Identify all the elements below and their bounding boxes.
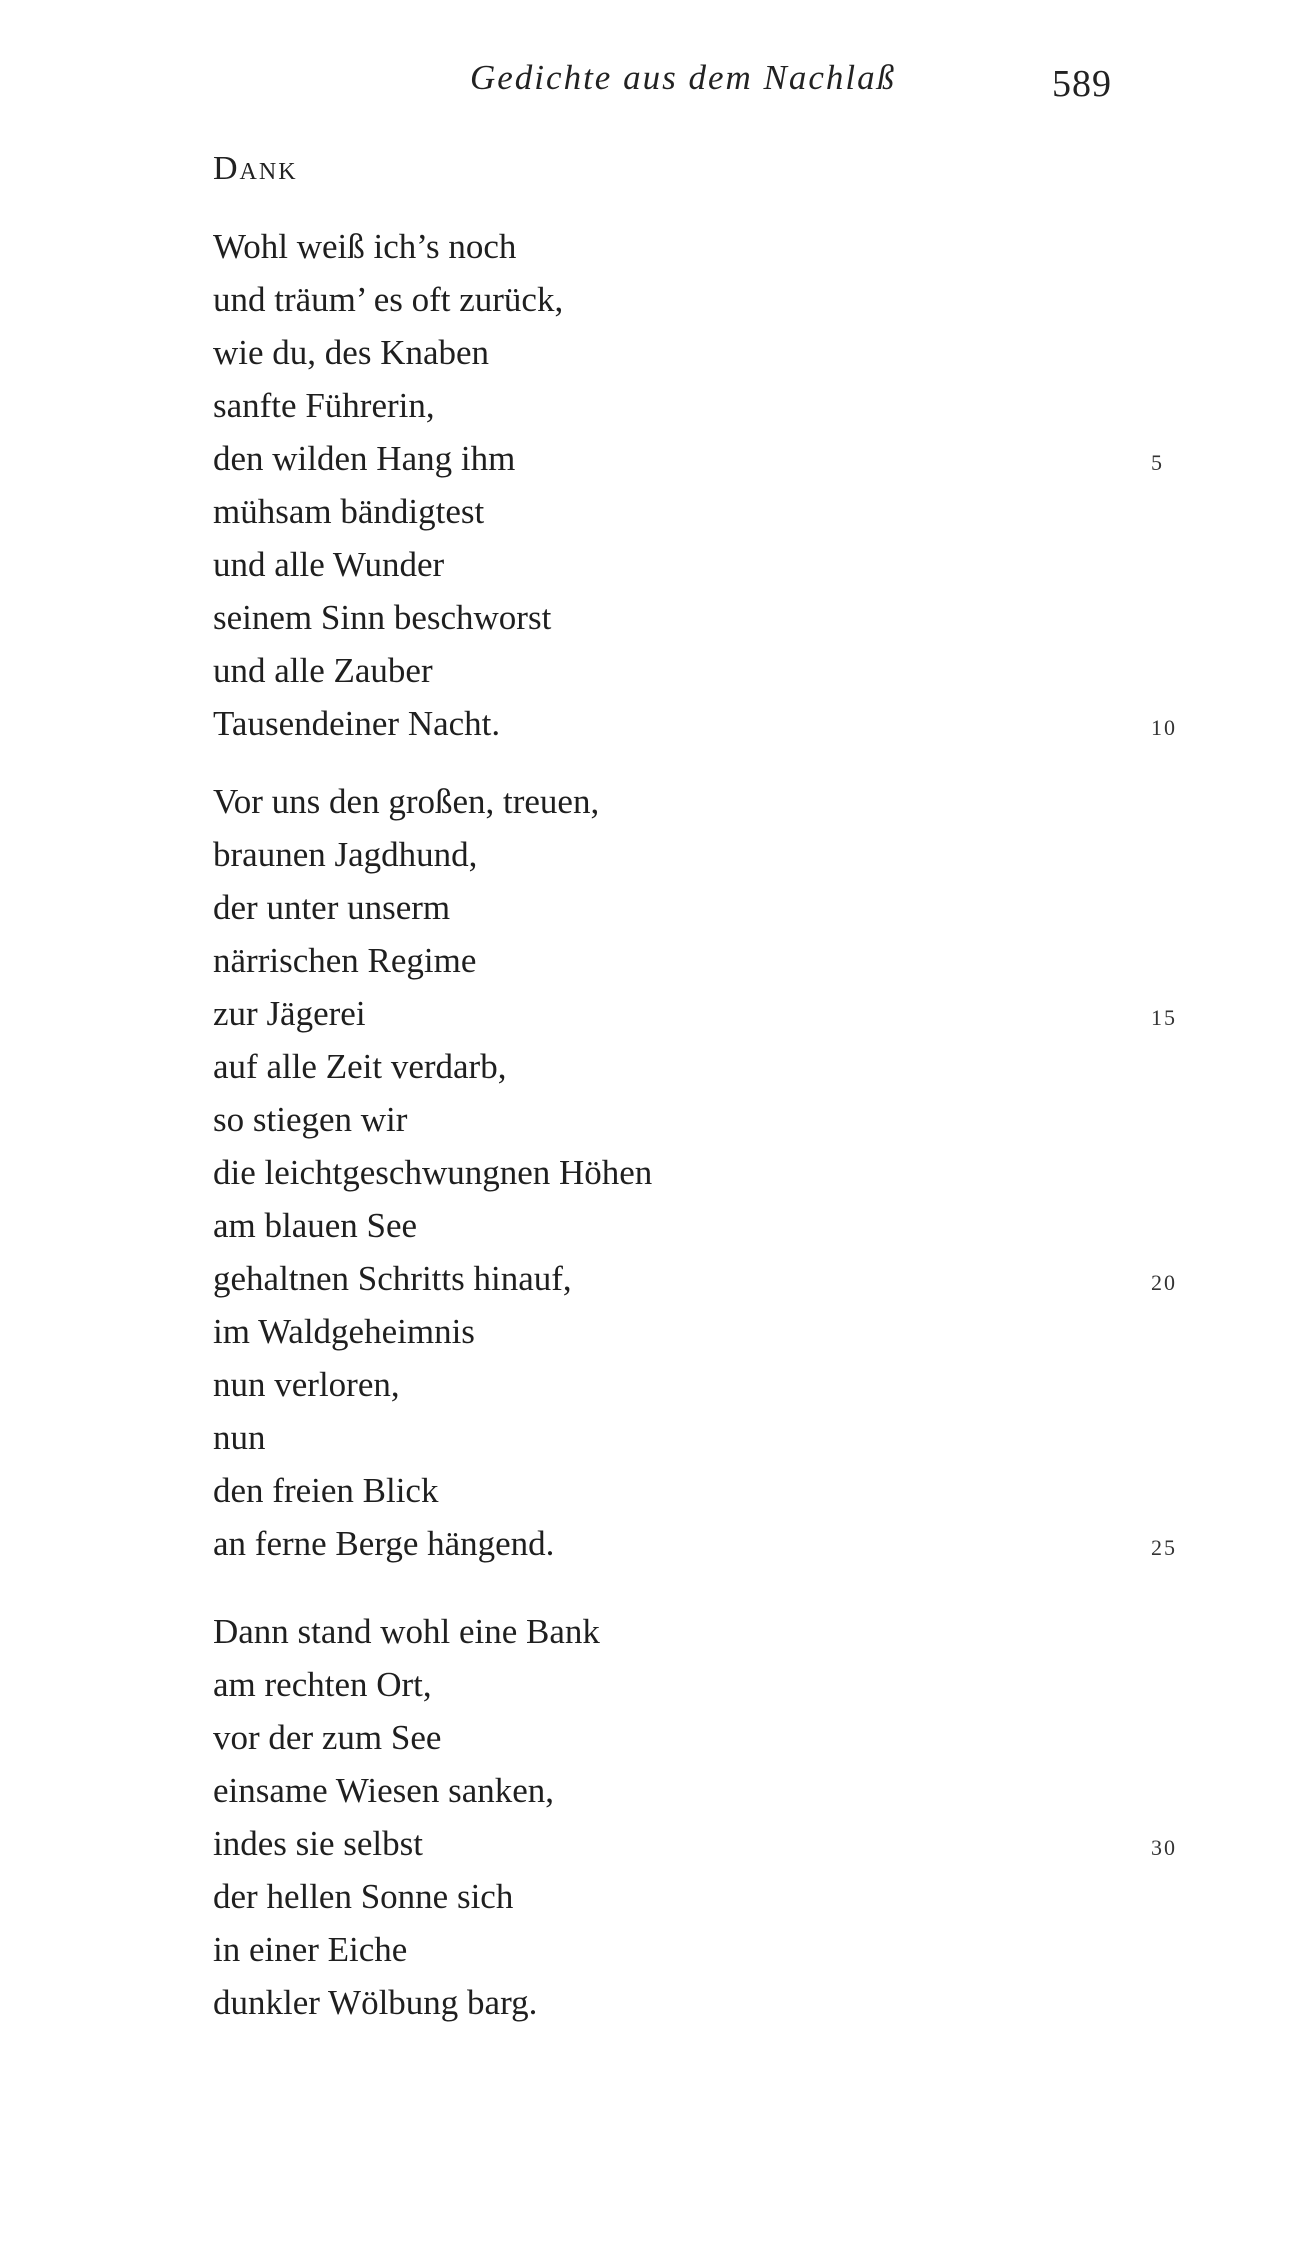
poem-line [213, 644, 1113, 697]
poem-line [213, 591, 1113, 644]
poem-line-text: zur Jägerei [213, 994, 366, 1033]
poem-line [213, 1358, 1113, 1411]
poem-line-text: und alle Wunder [213, 545, 445, 584]
poem-line [213, 987, 1177, 1040]
poem-line-text: dunkler Wölbung barg. [213, 1983, 538, 2022]
poem-line-text: den freien Blick [213, 1471, 439, 1510]
poem-line [213, 326, 1113, 379]
poem-line-text: der hellen Sonne sich [213, 1877, 514, 1916]
poem-line [213, 1305, 1113, 1358]
stanza-1 [213, 220, 1177, 750]
poem-line-text: am blauen See [213, 1206, 418, 1245]
poem-line [213, 379, 1113, 432]
poem-line [213, 273, 1113, 326]
poem-line [213, 828, 1113, 881]
poem-line [213, 1658, 1113, 1711]
poem-line [213, 697, 1177, 750]
line-number: 20 [1151, 1270, 1177, 1295]
poem-line [213, 220, 1113, 273]
poem-line [213, 1411, 1113, 1464]
poem-line-text: am rechten Ort, [213, 1665, 432, 1704]
poem-line [213, 1976, 1113, 2029]
poem-line-text: braunen Jagdhund, [213, 835, 478, 874]
poem-line [213, 1199, 1113, 1252]
poem-line [213, 1605, 1113, 1658]
stanza-3 [213, 1605, 1177, 2029]
poem-line [213, 1464, 1113, 1517]
poem-line-text: wie du, des Knaben [213, 333, 490, 372]
poem-line-text: im Waldgeheimnis [213, 1312, 475, 1351]
poem-line [213, 1870, 1113, 1923]
poem-line-text: auf alle Zeit verdarb, [213, 1047, 507, 1086]
line-number: 5 [1151, 450, 1164, 475]
poem-line-text: seinem Sinn beschworst [213, 598, 552, 637]
poem-line-text: so stiegen wir [213, 1100, 408, 1139]
poem-line-text: Dann stand wohl eine Bank [213, 1612, 600, 1651]
poem-line-text: in einer Eiche [213, 1930, 408, 1969]
poem-line-text: närrischen Regime [213, 941, 477, 980]
line-number: 25 [1151, 1535, 1177, 1560]
poem-title: Dank [213, 150, 298, 187]
poem-line-text: Wohl weiß ich’s noch [213, 227, 517, 266]
poem-line [213, 1711, 1113, 1764]
poem-line [213, 775, 1113, 828]
poem-line [213, 432, 1164, 485]
poem-line [213, 1093, 1113, 1146]
stanza-2 [213, 775, 1177, 1570]
poem-line-text: vor der zum See [213, 1718, 442, 1757]
poem-line-text: und alle Zauber [213, 651, 433, 690]
poem-line-text: einsame Wiesen sanken, [213, 1771, 555, 1810]
poem-line [213, 1040, 1113, 1093]
poem-line [213, 485, 1113, 538]
poem-line [213, 538, 1113, 591]
running-head: Gedichte aus dem Nachlaß [470, 58, 897, 97]
poem-line-text: an ferne Berge hängend. [213, 1524, 555, 1563]
poem-line-text: Vor uns den großen, treuen, [213, 782, 600, 821]
poem-line-text: der unter unserm [213, 888, 451, 927]
poem-line-text: nun [213, 1418, 266, 1457]
poem-line [213, 1146, 1113, 1199]
page-number: 589 [1052, 63, 1112, 105]
poem-line-text: den wilden Hang ihm [213, 439, 516, 478]
line-number: 30 [1151, 1835, 1177, 1860]
poem-line-text: mühsam bändigtest [213, 492, 485, 531]
poem-line [213, 1764, 1113, 1817]
poem-line [213, 1817, 1177, 1870]
poem-line [213, 1517, 1177, 1570]
poem-line-text: nun verloren, [213, 1365, 400, 1404]
poem-line-text: indes sie selbst [213, 1824, 423, 1863]
poem-line-text: gehaltnen Schritts hinauf, [213, 1259, 572, 1298]
poem-line-text: die leichtgeschwungnen Höhen [213, 1153, 653, 1192]
line-number: 15 [1151, 1005, 1177, 1030]
poem-line [213, 881, 1113, 934]
poem-line-text: Tausendeiner Nacht. [213, 704, 501, 743]
poem-line-text: und träum’ es oft zurück, [213, 280, 564, 319]
poem-line [213, 1252, 1177, 1305]
poem-line [213, 1923, 1113, 1976]
poem-line [213, 934, 1113, 987]
poem-line-text: sanfte Führerin, [213, 386, 435, 425]
line-number: 10 [1151, 715, 1177, 740]
